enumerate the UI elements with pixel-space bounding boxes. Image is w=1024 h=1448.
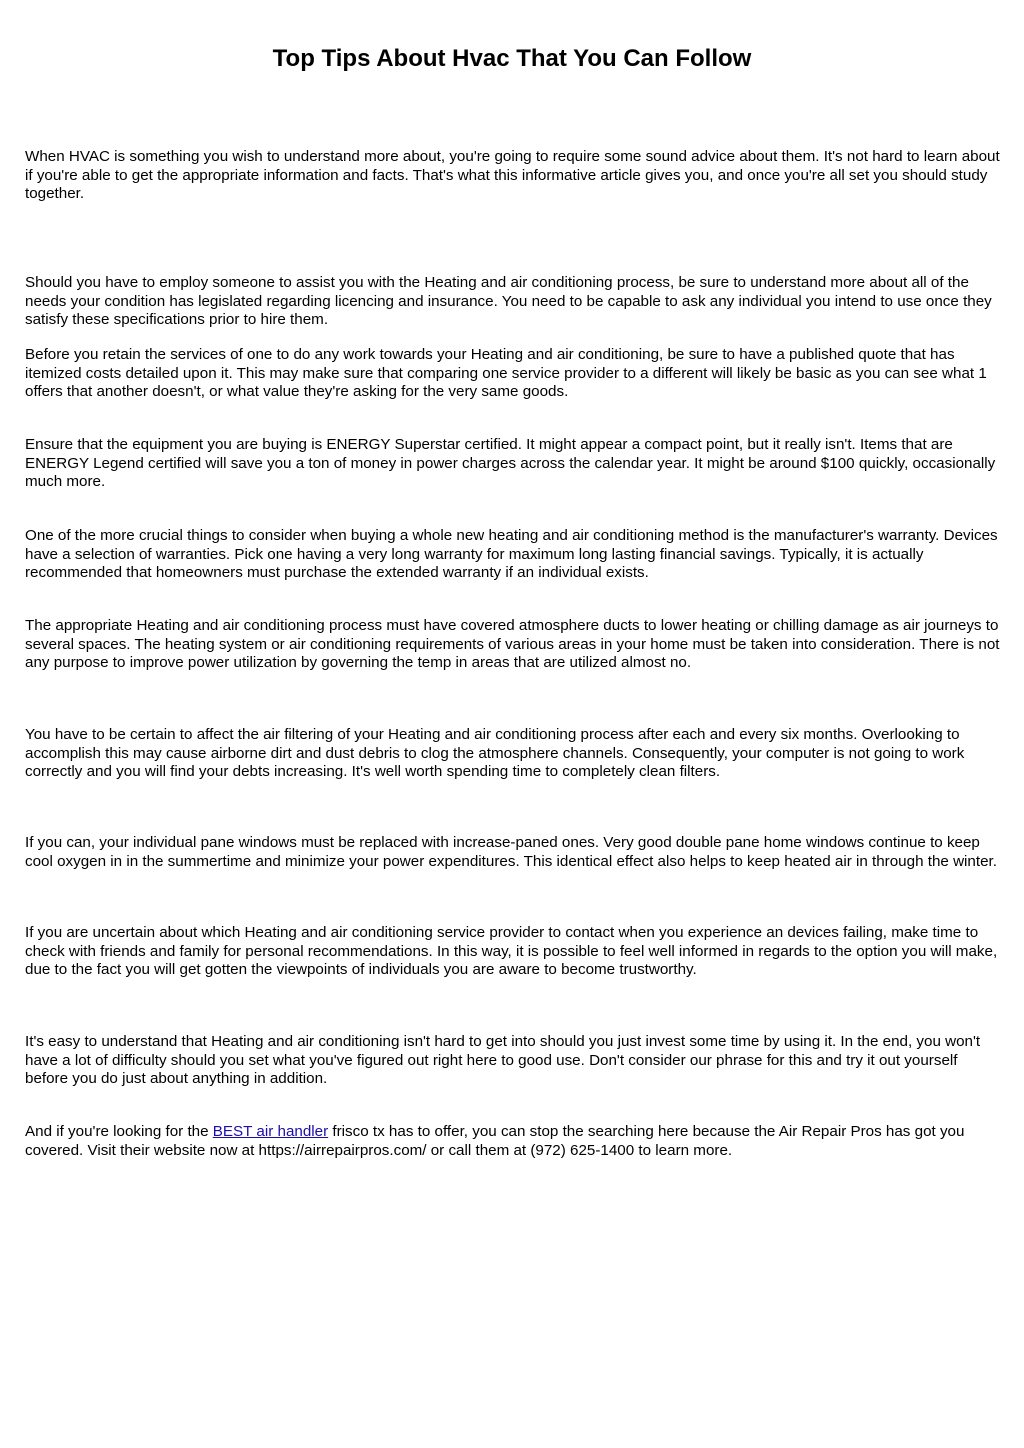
paragraph-intro: When HVAC is something you wish to understand more about, you're going to require some sound advice about them. It's not hard to learn about if you're able to get the appropriate information and facts. That's what this informative article gives you, and once you're all set you should study together. xyxy=(25,148,1000,202)
closing-text-end: frisco tx has to offer, you can stop the searching here because the Air Repair Pros has got you covered. Visit their website now at https://airrepairpros.com/ or call them at (972) 625-1400 to learn more. xyxy=(25,1123,965,1159)
closing-text-start: And if you're looking for the xyxy=(25,1123,213,1140)
paragraph-windows: If you can, your individual pane windows must be replaced with increase-paned ones. Very good double pane home windows continue to keep cool oxygen in in the summertime and minimize your power expenditures. This identical effect also helps to keep heated air in through the winter. xyxy=(25,834,997,870)
paragraph-ducts: The appropriate Heating and air conditioning process must have covered atmosphere ducts to lower heating or chilling damage as air journeys to several spaces. The heating system or air conditioning requirements of various areas in your home must be taken into consideration. There is not any purpose to improve power utilization by governing the temp in areas that are utilized almost no. xyxy=(25,617,1000,671)
paragraph-energy-star: Ensure that the equipment you are buying is ENERGY Superstar certified. It might appear a compact point, but it really isn't. Items that are ENERGY Legend certified will save you a ton of money in power charges across the calendar year. It might be around $100 quickly, occasionally much more. xyxy=(25,436,996,490)
best-air-handler-link[interactable]: BEST air handler xyxy=(212,1123,329,1140)
paragraph-conclusion: It's easy to understand that Heating and air conditioning isn't hard to get into should you just invest some time by using it. In the end, you won't have a lot of difficulty should you set what you've figured out right here to good use. Don't consider our phrase for this and try it out yourself before you do just about anything in addition. xyxy=(25,1033,981,1087)
paragraph-warranty: One of the more crucial things to consider when buying a whole new heating and air conditioning method is the manufacturer's warranty. Devices have a selection of warranties. Pick one having a very long warranty for maximum long lasting financial savings. Typically, it is actually recommended that homeowners must purchase the extended warranty if an individual exists. xyxy=(25,527,998,581)
paragraph-closing xyxy=(25,1123,1000,1160)
paragraph-quote: Before you retain the services of one to do any work towards your Heating and air conditioning, be sure to have a published quote that has itemized costs detailed upon it. This may make sure that comparing one service provider to a different will likely be basic as you can see what 1 offers that another doesn't, or what value they're asking for the very same goods. xyxy=(25,346,987,400)
paragraph-recommendations: If you are uncertain about which Heating and air conditioning service provider to contact when you experience an devices failing, make time to check with friends and family for personal recommendations. In this way, it is possible to feel well informed in regards to the option you will make, due to the fact you will get gotten the viewpoints of individuals you are aware to become trustworthy. xyxy=(25,924,998,978)
paragraph-filters: You have to be certain to affect the air filtering of your Heating and air conditioning process after each and every six months. Overlooking to accomplish this may cause airborne dirt and dust debris to clog the atmosphere channels. Consequently, your computer is not going to work correctly and you will find your debts increasing. It's well worth spending time to completely clean filters. xyxy=(25,726,965,780)
page-title: Top Tips About Hvac That You Can Follow xyxy=(272,45,752,72)
paragraph-hiring: Should you have to employ someone to assist you with the Heating and air conditioning process, be sure to understand more about all of the needs your condition has legislated regarding licencing and insurance. You need to be capable to ask any individual you intend to use once they satisfy these specifications prior to hire them. xyxy=(25,274,992,328)
